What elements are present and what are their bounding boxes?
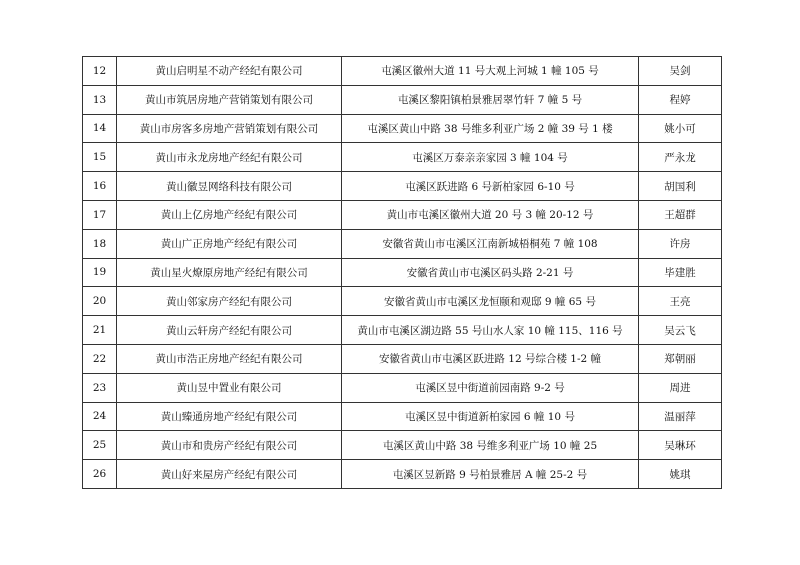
company-name-cell: 黄山云轩房产经纪有限公司 <box>117 316 342 345</box>
address-cell: 安徽省黄山市屯溪区码头路 2-21 号 <box>342 258 639 287</box>
address-cell: 屯溪区万泰亲亲家园 3 幢 104 号 <box>342 143 639 172</box>
address-cell: 安徽省黄山市屯溪区跃进路 12 号综合楼 1-2 幢 <box>342 344 639 373</box>
row-number-cell: 12 <box>83 57 117 86</box>
company-name-cell: 黄山启明星不动产经纪有限公司 <box>117 57 342 86</box>
table-row <box>83 344 722 373</box>
table-row <box>83 114 722 143</box>
table-row <box>83 460 722 489</box>
row-number-cell: 24 <box>83 402 117 431</box>
company-name-cell: 黄山臻通房地产经纪有限公司 <box>117 402 342 431</box>
contact-person-cell: 程婷 <box>639 85 722 114</box>
agency-registry-table <box>82 56 722 489</box>
table-row <box>83 431 722 460</box>
company-name-cell: 黄山好来屋房产经纪有限公司 <box>117 460 342 489</box>
table-row <box>83 373 722 402</box>
table-row <box>83 85 722 114</box>
company-name-cell: 黄山市浩正房地产经纪有限公司 <box>117 344 342 373</box>
contact-person-cell: 许房 <box>639 229 722 258</box>
contact-person-cell: 温丽萍 <box>639 402 722 431</box>
company-name-cell: 黄山广正房地产经纪有限公司 <box>117 229 342 258</box>
company-name-cell: 黄山市筑居房地产营销策划有限公司 <box>117 85 342 114</box>
address-cell: 屯溪区昱中街道前园南路 9-2 号 <box>342 373 639 402</box>
row-number-cell: 17 <box>83 200 117 229</box>
company-name-cell: 黄山市和贵房产经纪有限公司 <box>117 431 342 460</box>
address-cell: 屯溪区黎阳镇柏景雅居翠竹轩 7 幢 5 号 <box>342 85 639 114</box>
contact-person-cell: 胡国利 <box>639 172 722 201</box>
row-number-cell: 21 <box>83 316 117 345</box>
contact-person-cell: 姚小可 <box>639 114 722 143</box>
row-number-cell: 13 <box>83 85 117 114</box>
row-number-cell: 16 <box>83 172 117 201</box>
company-name-cell: 黄山市房客多房地产营销策划有限公司 <box>117 114 342 143</box>
table-row <box>83 143 722 172</box>
company-name-cell: 黄山市永龙房地产经纪有限公司 <box>117 143 342 172</box>
table-row <box>83 229 722 258</box>
address-cell: 屯溪区昱新路 9 号柏景雅居 A 幢 25-2 号 <box>342 460 639 489</box>
address-cell: 屯溪区跃进路 6 号新柏家园 6-10 号 <box>342 172 639 201</box>
contact-person-cell: 吴云飞 <box>639 316 722 345</box>
row-number-cell: 25 <box>83 431 117 460</box>
row-number-cell: 20 <box>83 287 117 316</box>
table-row <box>83 258 722 287</box>
address-cell: 屯溪区黄山中路 38 号维多利亚广场 2 幢 39 号 1 楼 <box>342 114 639 143</box>
company-name-cell: 黄山昱中置业有限公司 <box>117 373 342 402</box>
address-cell: 屯溪区昱中街道新柏家园 6 幢 10 号 <box>342 402 639 431</box>
address-cell: 屯溪区黄山中路 38 号维多利亚广场 10 幢 25 <box>342 431 639 460</box>
address-cell: 黄山市屯溪区徽州大道 20 号 3 幢 20-12 号 <box>342 200 639 229</box>
contact-person-cell: 吴琳环 <box>639 431 722 460</box>
row-number-cell: 18 <box>83 229 117 258</box>
contact-person-cell: 郑朝丽 <box>639 344 722 373</box>
company-name-cell: 黄山上亿房地产经纪有限公司 <box>117 200 342 229</box>
contact-person-cell: 严永龙 <box>639 143 722 172</box>
contact-person-cell: 姚琪 <box>639 460 722 489</box>
company-name-cell: 黄山邻家房产经纪有限公司 <box>117 287 342 316</box>
table-row <box>83 316 722 345</box>
address-cell: 黄山市屯溪区湖边路 55 号山水人家 10 幢 115、116 号 <box>342 316 639 345</box>
company-name-cell: 黄山徽昱网络科技有限公司 <box>117 172 342 201</box>
contact-person-cell: 王亮 <box>639 287 722 316</box>
table-row <box>83 172 722 201</box>
row-number-cell: 23 <box>83 373 117 402</box>
contact-person-cell: 周进 <box>639 373 722 402</box>
contact-person-cell: 吴剑 <box>639 57 722 86</box>
contact-person-cell: 王超群 <box>639 200 722 229</box>
table-body <box>83 57 722 489</box>
company-name-cell: 黄山星火燎原房地产经纪有限公司 <box>117 258 342 287</box>
contact-person-cell: 毕建胜 <box>639 258 722 287</box>
row-number-cell: 15 <box>83 143 117 172</box>
table-row <box>83 200 722 229</box>
address-cell: 屯溪区徽州大道 11 号大观上河城 1 幢 105 号 <box>342 57 639 86</box>
table-row <box>83 402 722 431</box>
address-cell: 安徽省黄山市屯溪区江南新城梧桐苑 7 幢 108 <box>342 229 639 258</box>
row-number-cell: 22 <box>83 344 117 373</box>
row-number-cell: 19 <box>83 258 117 287</box>
address-cell: 安徽省黄山市屯溪区龙恒颐和观邸 9 幢 65 号 <box>342 287 639 316</box>
row-number-cell: 14 <box>83 114 117 143</box>
table-row <box>83 287 722 316</box>
table-row <box>83 57 722 86</box>
row-number-cell: 26 <box>83 460 117 489</box>
